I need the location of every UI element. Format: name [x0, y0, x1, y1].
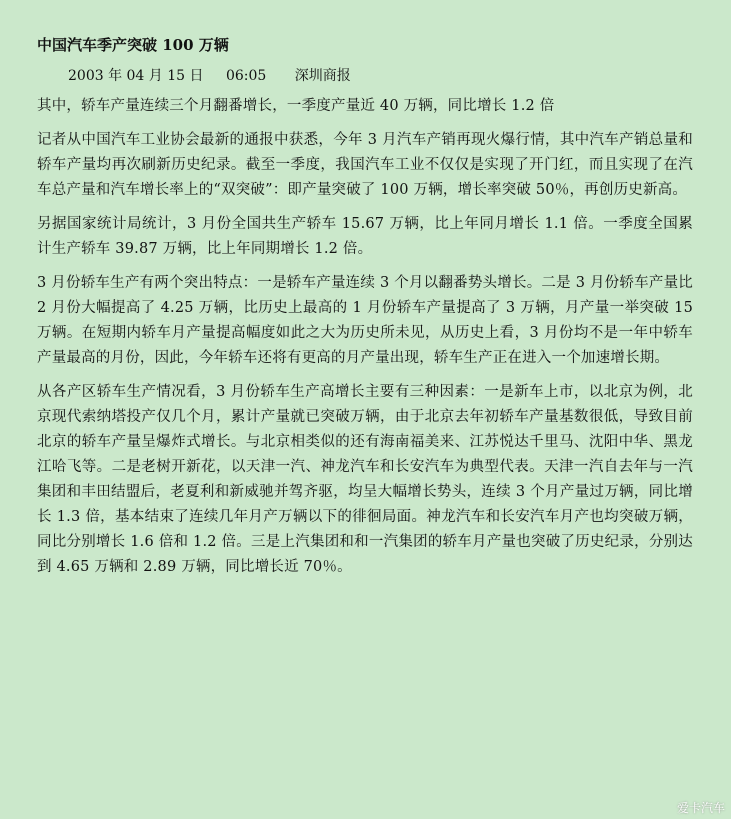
watermark-logo: 爱卡汽车	[676, 801, 725, 815]
article-paragraph: 从各产区轿车生产情况看，3 月份轿车生产高增长主要有三种因素：一是新车上市，以北京为例，北京现代索纳塔投产仅几个月，累计产量就已突破万辆，由于北京去年初轿车产量基数很低，导致目前北京的轿车产量呈爆炸式增长。与北京相类似的还有海南福美来、江苏悦达千里马、沈阳中华、黑龙江哈飞等。二是老树开新花，以天津一汽、神龙汽车和长安汽车为典型代表。天津一汽自去年与一汽集团和丰田结盟后，老夏利和新威驰并驾齐驱，均呈大幅增长势头，连续 3 个月产量过万辆，同比增长 1.3 倍，基本结束了连续几年月产万辆以下的徘徊局面。神龙汽车和长安汽车月产也均突破万辆，同比分别增长 1.6 倍和 1.2 倍。三是上汽集团和和一汽集团的轿车月产量也突破了历史纪录，分别达到 4.65 万辆和 2.89 万辆，同比增长近 70％。	[37, 384, 693, 575]
article-date: 2003 年 04 月 15 日	[68, 68, 204, 84]
article-title: 中国汽车季产突破 100 万辆	[37, 36, 229, 54]
article-meta	[68, 66, 693, 86]
article-paragraph: 其中，轿车产量连续三个月翻番增长，一季度产量近 40 万辆，同比增长 1.2 倍	[37, 98, 555, 114]
article-paragraph: 记者从中国汽车工业协会最新的通报中获悉，今年 3 月汽车产销再现火爆行情，其中汽车产销总量和轿车产量均再次刷新历史纪录。截至一季度，我国汽车工业不仅仅是实现了开门红，而且实现了在汽车总产量和汽车增长率上的“双突破”：即产量突破了 100 万辆，增长率突破 50％，再创历史新高。	[37, 132, 693, 198]
article-paragraph: 另据国家统计局统计，3 月份全国共生产轿车 15.67 万辆，比上年同月增长 1.1 倍。一季度全国累计生产轿车 39.87 万辆，比上年同期增长 1.2 倍。	[37, 216, 693, 257]
article-source: 深圳商报	[294, 68, 351, 84]
article-time: 06:05	[225, 68, 267, 84]
article-paragraph: 3 月份轿车生产有两个突出特点：一是轿车产量连续 3 个月以翻番势头增长。二是 3 月份轿车产量比 2 月份大幅提高了 4.25 万辆，比历史上最高的 1 月份轿车产量提高了 3 万辆，月产量一举突破 15 万辆。在短期内轿车月产量提高幅度如此之大为历史所未见，从历史上看，3 月份均不是一年中轿车产量最高的月份，因此，今年轿车还将有更高的月产量出现，轿车生产正在进入一个加速增长期。	[37, 275, 693, 366]
